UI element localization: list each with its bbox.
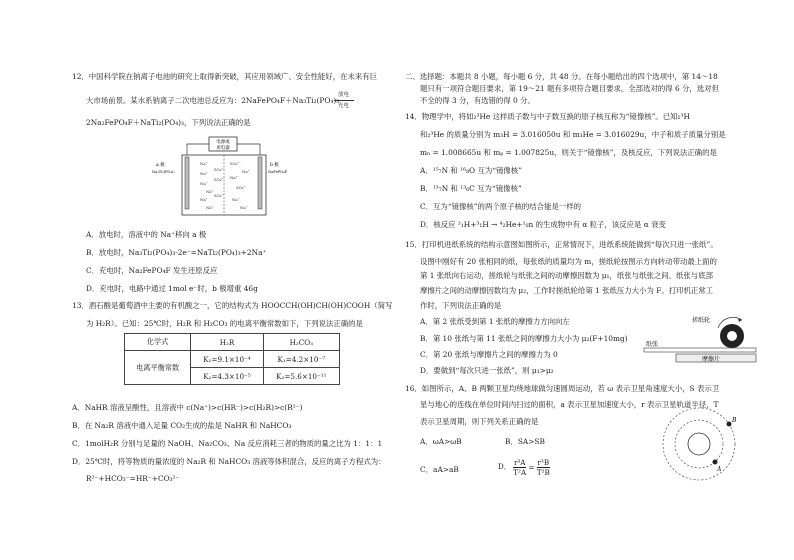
q14-line3: mₙ = 1.008665u 和 mₚ = 1.007825u，则关于“镜像核”，及核反应，下列说法正确的是: [420, 148, 717, 157]
q16-d-right-num: r³B: [537, 457, 550, 467]
satellite-a-label: A: [717, 466, 722, 473]
q12-line2: 大市场前景。某水系钠离子二次电池总反应为：2NaFePO₄F＋Na₃Ti₂(PO₄)₃: [86, 96, 340, 105]
table-header-h2r: H₂R: [191, 334, 263, 351]
constants-table: [124, 333, 340, 385]
table-header-h2co3: H₂CO₃: [263, 334, 339, 351]
orbit-diagram: [655, 402, 745, 492]
q16-line2: 星与地心的连线在单位时间内扫过的面积，a 表示卫星加速度大小，r 表示卫星轨道半径，T: [420, 400, 719, 409]
q16-option-b: B．SA>SB: [505, 437, 545, 446]
q15-line1: 15．打印机进纸系统的结构示意图如图所示，正常情况下，进纸系统能做到“每次只进一张纸”。: [405, 240, 718, 249]
q13-line1: 13．酒石酸是葡萄酒中主要的有机酸之一，它的结构式为 HOOCCH(OH)CH(OH)COOH（简写: [72, 301, 393, 310]
svg-text:Na⁺: Na⁺: [200, 197, 208, 202]
q15-line3: 第 1 张纸向右运动，搓纸轮与纸张之间的动摩擦因数为 μ₁，纸张与纸张之间、纸张与底部: [420, 271, 713, 280]
q16-d-left-num: r³A: [513, 457, 526, 467]
table-cell-k1-h2co3: K₁=4.2×10⁻⁷: [263, 351, 339, 368]
q14-option-b: B．¹³₇N 和 ¹³₆C 互为“镜像核”: [420, 184, 522, 193]
table-cell-k1-h2r: K₁=9.1×10⁻⁴: [191, 351, 263, 368]
q16-d-left-den: T²A: [513, 467, 527, 477]
svg-text:SO₄²⁻: SO₄²⁻: [230, 161, 241, 166]
paper-feed-diagram: [642, 312, 760, 368]
q16-d-eq: =: [528, 462, 535, 472]
section2-line3: 不全的得 3 分，有选错的得 0 分。: [420, 96, 535, 105]
label-pad: 摩擦片: [702, 356, 721, 363]
electrode-b: [258, 157, 262, 209]
q13-option-b: B．在 Na₂R 溶液中通入足量 CO₂生成的盐是 NaHR 和 NaHCO₃: [72, 421, 292, 430]
satellite-b-label: B: [732, 417, 737, 424]
b-label: b 极: [270, 163, 279, 168]
q16-d-right-den: T²B: [536, 467, 550, 477]
q14-line1: 14．物理学中，将如₂³He 这样质子数与中子数互换的原子核互称为“镜像核”。已知₁³H: [405, 112, 690, 121]
q14-line2: 和₂³He 的质量分别为 m₃H = 3.016050u 和 m₃He = 3.016029u，中子和质子质量分别是: [420, 130, 726, 139]
table-cell-k2-h2co3: K₂=5.6×10⁻¹¹: [263, 368, 339, 385]
section2-line2: 题只有一项符合题目要求，第 19～21 题有多项符合题目要求。全部选对的得 6 分，选对但: [420, 84, 719, 93]
q16-line1: 16．如图所示，A、B 两颗卫星均绕地球做匀速圆周运动，若 ω 表示卫星角速度大小，S 表示卫: [405, 384, 720, 393]
q12-arrow-bottom: 充电: [338, 103, 350, 109]
q14-option-a: A．¹⁵₇N 和 ¹⁶₈O 互为“镜像核”: [420, 166, 522, 175]
q14-option-c: C．互为“镜像核”的两个原子核的结合能是一样的: [420, 202, 582, 211]
section2-line1: 二、选择题：本题共 8 小题，每小题 6 分，共 48 分。在每小题给出的四个选项中，第 14～18: [405, 72, 718, 81]
svg-text:Na⁺: Na⁺: [206, 189, 214, 194]
q12-arrow-top: 放电: [338, 92, 350, 98]
battery-diagram: [152, 135, 294, 219]
q12-option-b: B．放电时，Na₃Ti₂(PO₄)₃-2e⁻=NaTi₂(PO₄)₃+2Na⁺: [86, 248, 267, 257]
table-cell-k2-h2r: K₂=4.3×10⁻⁵: [191, 368, 263, 385]
satellite-b: [727, 422, 732, 427]
a-label: a 极: [156, 163, 165, 168]
svg-text:SO₄²⁻: SO₄²⁻: [214, 193, 225, 198]
q13-option-d: D．25℃时，将等物质的量浓度的 Na₂R 和 NaHCO₃ 溶液等体积混合，反应的离子方程式为：: [72, 457, 386, 466]
q12-line3: 2Na₂FePO₄F＋NaTi₂(PO₄)₃，下列说法正确的是: [86, 118, 251, 127]
q13-option-a: A．NaHR 溶液呈酸性，且溶液中 c(Na⁺)>c(HR⁻)>c(H₂R)>c(R²⁻): [72, 403, 303, 412]
table-row-label: 电离平衡常数: [125, 351, 191, 385]
q16-d-frac-right: [537, 458, 551, 477]
q14-option-d: D．核反应 ²₁H+³₁H → ⁴₂He+¹₀n 的生成物中有 α 粒子，该反应是 α 衰变: [420, 220, 666, 229]
q15-option-a: A．第 2 张纸受到第 1 张纸的摩擦力方向向左: [420, 317, 570, 326]
svg-text:Na⁺: Na⁺: [242, 169, 250, 174]
q15-line5: 作时，下列说法正确的是: [420, 301, 502, 310]
paper-stack: [644, 348, 756, 352]
q16-option-c: C．aA>aB: [420, 465, 459, 474]
svg-text:Na⁺: Na⁺: [232, 197, 240, 202]
power-box-label-1: 电源或: [216, 140, 230, 145]
q12-option-c: C．充电时，Na₂FePO₄F 发生还原反应: [86, 266, 218, 275]
q12-option-a: A．放电时，溶液中的 Na⁺移向 a 极: [86, 230, 207, 239]
q15-option-b: B．第 10 张纸与第 11 张纸之间的摩擦力大小为 μ₂(F+10mg): [420, 334, 628, 343]
q13-option-d2: R²⁻+HCO₃⁻=HR⁻+CO₃²⁻: [86, 474, 180, 483]
feed-wheel-hub: [727, 331, 737, 341]
svg-text:Na⁺: Na⁺: [200, 161, 208, 166]
q16-option-d: [498, 452, 552, 482]
q16-d-prefix: D．: [498, 462, 511, 471]
svg-text:SO₄²⁻: SO₄²⁻: [214, 177, 225, 182]
q16-option-a: A．ωA>ωB: [420, 437, 462, 446]
q12-line1: 12．中国科学院在钠离子电池的研究上取得新突破，其应用领域广、安全性能好，在未来有巨: [72, 72, 378, 81]
earth: [688, 433, 710, 455]
power-box-label-2: 用电器: [216, 146, 230, 151]
q12-option-d: D．充电时，电路中通过 1mol e⁻时，b 极增重 46g: [86, 284, 258, 293]
q15-option-c: C．第 20 张纸与摩擦片之间的摩擦力为 0: [420, 350, 558, 359]
q16-line3: 表示卫星周期，则下列关系正确的是: [420, 417, 539, 426]
label-paper: 纸张: [646, 341, 659, 348]
svg-text:SO₄²⁻: SO₄²⁻: [236, 185, 247, 190]
label-wheel: 搓纸轮: [692, 317, 711, 324]
table-header-formula: 化学式: [125, 334, 191, 351]
svg-text:Na⁺: Na⁺: [230, 175, 238, 180]
q16-d-frac-left: [513, 458, 527, 477]
b-sub: NaFePO₄F: [268, 170, 288, 174]
svg-text:Na⁺: Na⁺: [200, 181, 208, 186]
satellite-a: [713, 460, 718, 465]
electrode-a: [185, 157, 189, 209]
q13-option-c: C．1molH₂R 分别与足量的 NaOH、Na₂CO₃、Na 反应消耗三者的物质的量之比为 1：1：1: [72, 439, 383, 448]
a-sub: Na₃Ti₂(PO₄)₃: [152, 170, 175, 174]
q15-line4: 摩擦片之间的动摩擦因数均为 μ₂，工作时搓纸轮给第 1 张纸压力大小为 F。打印机正常工: [420, 286, 714, 295]
q15-option-d: D．要做到“每次只进一张纸”，则 μ₁>μ₂: [420, 366, 554, 375]
svg-text:Na⁺: Na⁺: [200, 171, 208, 176]
q15-line2: 设图中刚好有 20 张相同的纸，每张纸的质量均为 m，搓纸轮按图示方向转动带动最上面的: [420, 257, 717, 266]
svg-text:Na⁺: Na⁺: [240, 205, 248, 210]
svg-text:SO₄²⁻: SO₄²⁻: [214, 167, 225, 172]
q13-line2: 为 H₂R）。已知：25℃时，H₂R 和 H₂CO₃ 的电离平衡常数如下，下列说法正确的是: [86, 319, 363, 328]
svg-text:Na⁺: Na⁺: [206, 205, 214, 210]
